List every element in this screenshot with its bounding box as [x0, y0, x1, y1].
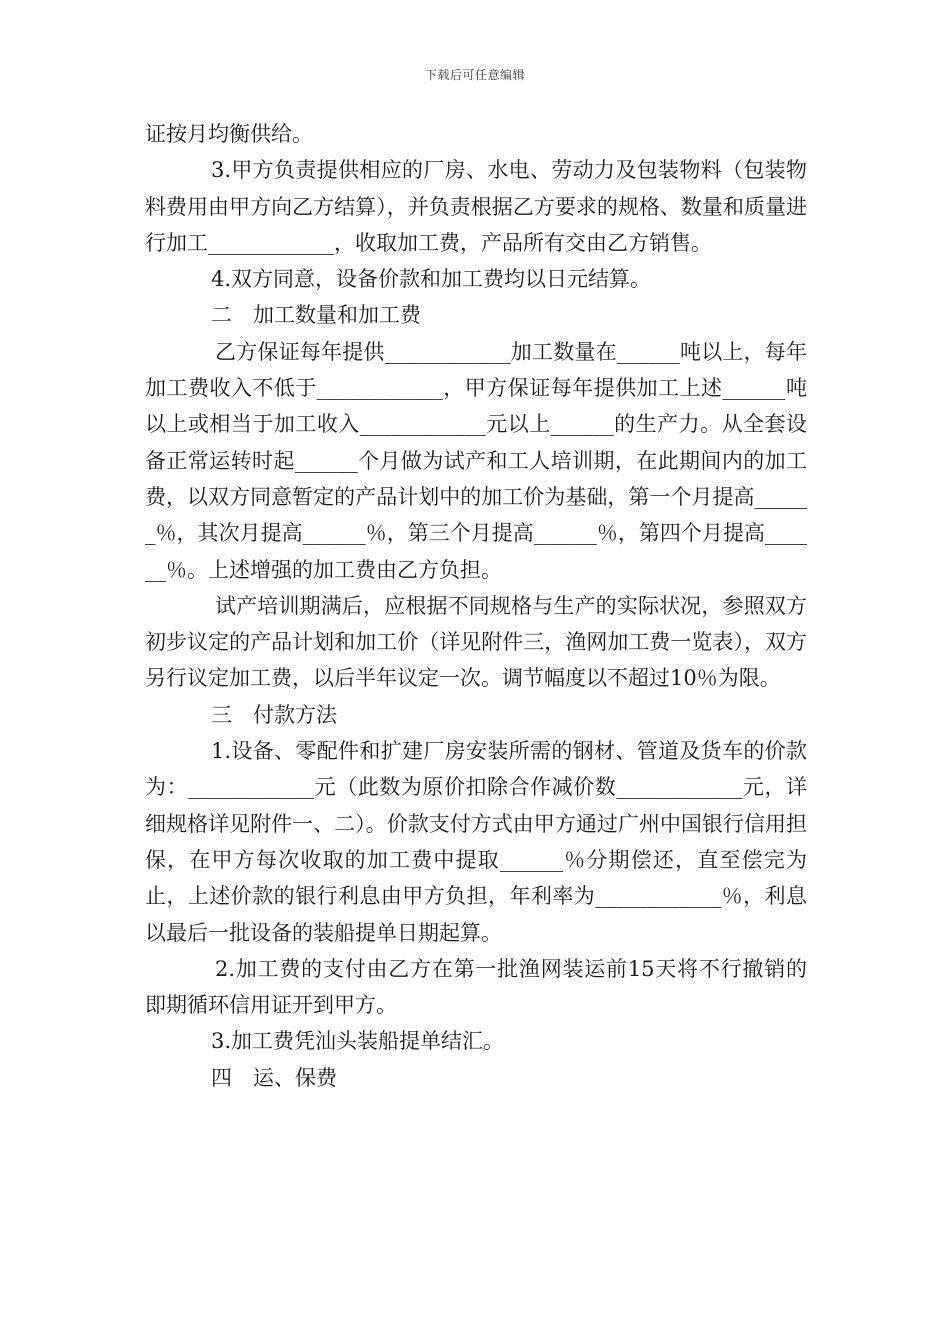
paragraph: 4.双方同意，设备价款和加工费均以日元结算。 [211, 267, 652, 292]
document-body [145, 116, 807, 1096]
paragraph: 2.加工费的支付由乙方在第一批渔网装运前15天将不行撤销的即期循环信用证开到甲方。 [145, 956, 807, 1018]
section-heading: 二 加工数量和加工费 [211, 303, 421, 328]
paragraph: 1.设备、零配件和扩建厂房安装所需的钢材、管道及货车的价款为：____________元（此数为原价扣除合作减价数____________元，详细规格详见附件一、二）。价款支付方式由甲方通过广州中国银行信用担保，在甲方每次收取的加工费中提取______％分期偿还，直至偿完为止，上述价款的银行利息由甲方负担，年利率为____________％，利息以最后一批设备的装船提单日期起算。 [145, 739, 807, 945]
paragraph: 证按月均衡供给。 [145, 122, 313, 146]
page-header: 下载后可任意编辑 [424, 68, 525, 82]
section-heading: 三 付款方法 [211, 702, 337, 727]
section-heading: 四 运、保费 [211, 1065, 337, 1090]
paragraph: 3.甲方负责提供相应的厂房、水电、劳动力及包装物料（包装物料费用由甲方向乙方结算），并负责根据乙方要求的规格、数量和质量进行加工____________，收取加工费，产品所有交由乙方销售。 [145, 158, 807, 255]
paragraph: 3.加工费凭汕头装船提单结汇。 [211, 1029, 505, 1054]
paragraph: 试产培训期满后，应根据不同规格与生产的实际状况，参照双方初步议定的产品计划和加工价（详见附件三，渔网加工费一览表），双方另行议定加工费，以后半年议定一次。调节幅度以不超过10％为限。 [145, 593, 807, 691]
paragraph: 乙方保证每年提供____________加工数量在______吨以上，每年加工费收入不低于____________，甲方保证每年提供加工上述______吨以上或相当于加工收入____________元以上______的生产力。从全套设备正常运转时起______个月做为试产和工人培训期，在此期间内的加工费，以双方同意暂定的产品计划中的加工价为基础，第一个月提高______％，其次月提高______％，第三个月提高______％，第四个月提高______％。上述增强的加工费由乙方负担。 [145, 339, 807, 582]
